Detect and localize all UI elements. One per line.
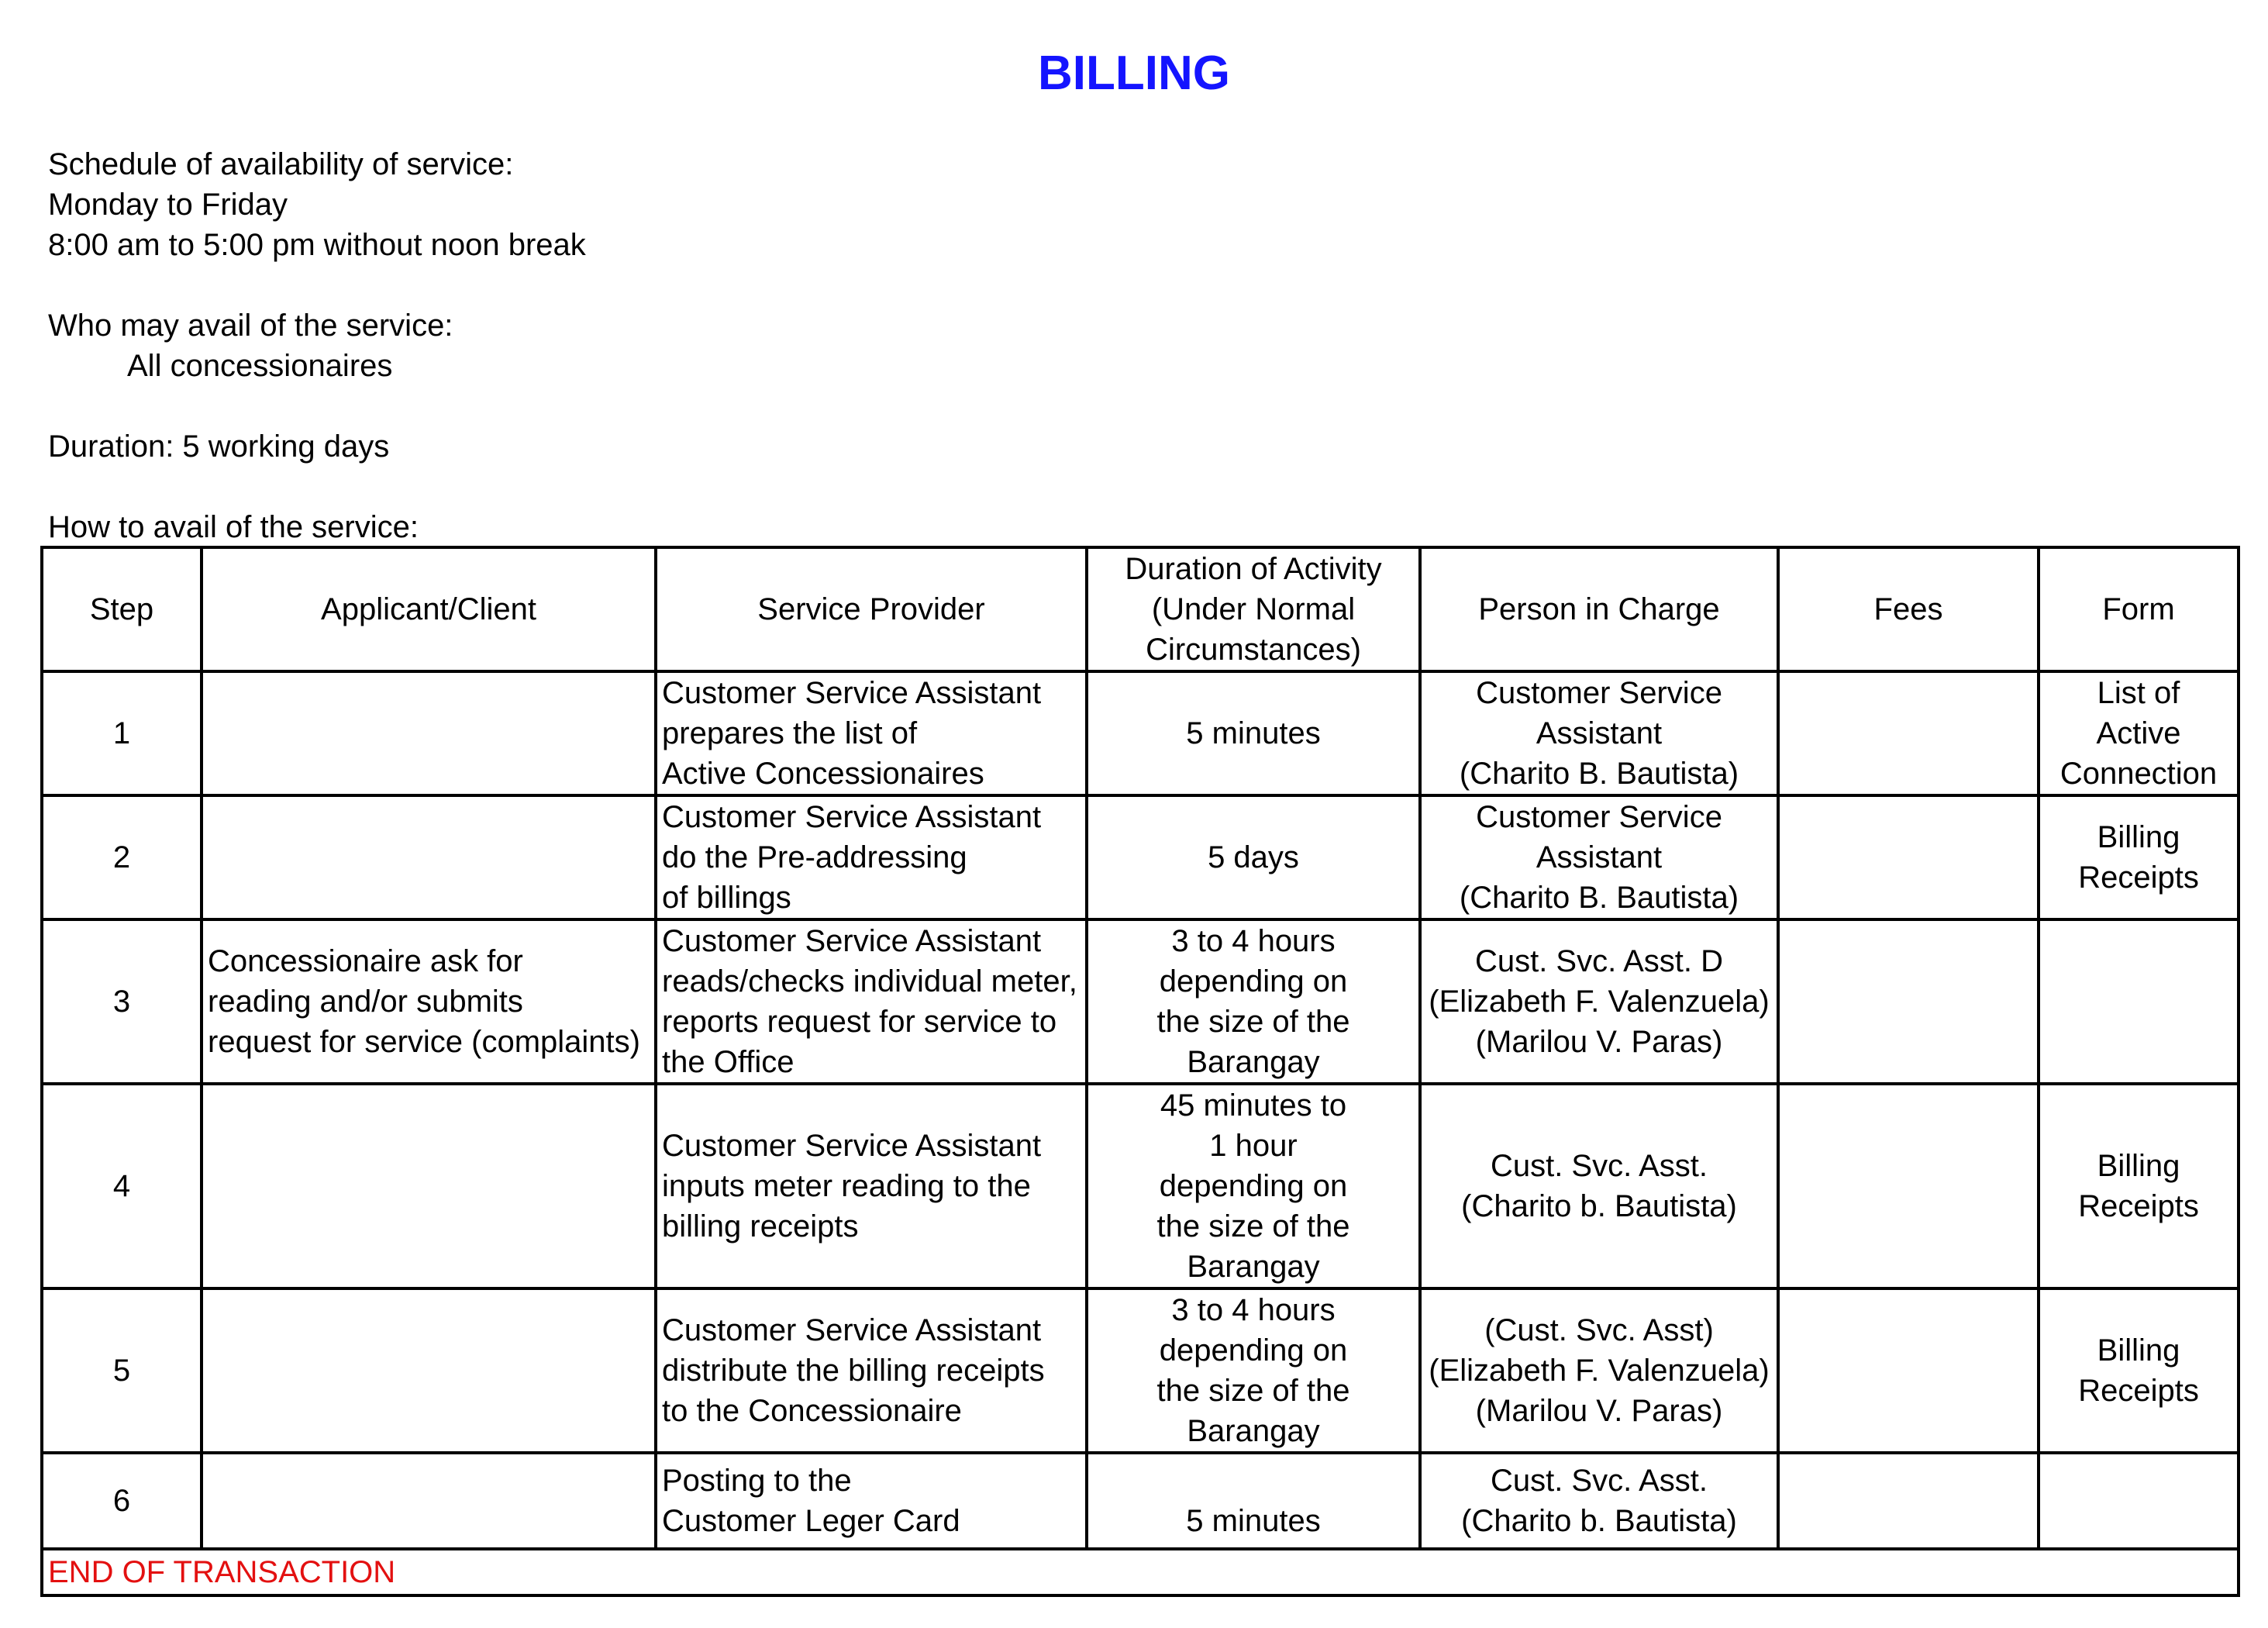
cell-person: Cust. Svc. Asst. (Charito b. Bautista) [1420, 1453, 1778, 1549]
who-label: Who may avail of the service: [48, 309, 453, 343]
cell-person: Customer Service Assistant (Charito B. Bautista) [1420, 795, 1778, 919]
service-info [48, 144, 586, 547]
cell-provider: Customer Service Assistant do the Pre-addressing of billings [656, 795, 1087, 919]
table-row [42, 1084, 2239, 1288]
cell-applicant [202, 671, 656, 795]
header-fees: Fees [1778, 547, 2039, 671]
cell-person: Cust. Svc. Asst. D (Elizabeth F. Valenzuela) (Marilou V. Paras) [1420, 919, 1778, 1084]
end-row [42, 1549, 2239, 1595]
header-provider: Service Provider [656, 547, 1087, 671]
cell-duration: 3 to 4 hours depending on the size of the Barangay [1087, 1288, 1420, 1453]
how-label: How to avail of the service: [48, 510, 419, 544]
schedule-label: Schedule of availability of service: [48, 147, 514, 181]
schedule-days: Monday to Friday [48, 188, 288, 222]
cell-fees [1778, 795, 2039, 919]
table-row [42, 1453, 2239, 1549]
header-step: Step [42, 547, 202, 671]
who-value: All concessionaires [127, 349, 393, 383]
duration-text: Duration: 5 working days [48, 429, 390, 464]
cell-provider: Customer Service Assistant prepares the list of Active Concessionaires [656, 671, 1087, 795]
cell-fees [1778, 1453, 2039, 1549]
cell-applicant [202, 1288, 656, 1453]
cell-fees [1778, 1084, 2039, 1288]
cell-applicant [202, 795, 656, 919]
cell-provider: Customer Service Assistant reads/checks individual meter, reports request for service to the Office [656, 919, 1087, 1084]
table-row [42, 919, 2239, 1084]
cell-step: 5 [42, 1288, 202, 1453]
cell-person: Cust. Svc. Asst. (Charito b. Bautista) [1420, 1084, 1778, 1288]
cell-form: Billing Receipts [2039, 1288, 2239, 1453]
cell-form: Billing Receipts [2039, 795, 2239, 919]
header-person: Person in Charge [1420, 547, 1778, 671]
cell-duration: 5 days [1087, 795, 1420, 919]
cell-duration: 5 minutes [1087, 1453, 1420, 1549]
header-duration: Duration of Activity (Under Normal Circumstances) [1087, 547, 1420, 671]
header-form: Form [2039, 547, 2239, 671]
cell-step: 2 [42, 795, 202, 919]
cell-applicant [202, 1453, 656, 1549]
cell-provider: Customer Service Assistant distribute the billing receipts to the Concessionaire [656, 1288, 1087, 1453]
cell-provider: Posting to the Customer Leger Card [656, 1453, 1087, 1549]
cell-fees [1778, 1288, 2039, 1453]
cell-duration: 3 to 4 hours depending on the size of the Barangay [1087, 919, 1420, 1084]
header-applicant: Applicant/Client [202, 547, 656, 671]
cell-applicant: Concessionaire ask for reading and/or submits request for service (complaints) [202, 919, 656, 1084]
cell-person: Customer Service Assistant (Charito B. Bautista) [1420, 671, 1778, 795]
cell-step: 1 [42, 671, 202, 795]
cell-step: 4 [42, 1084, 202, 1288]
cell-form: List of Active Connection [2039, 671, 2239, 795]
cell-fees [1778, 919, 2039, 1084]
end-of-transaction: END OF TRANSACTION [42, 1549, 2239, 1595]
table-header-row [42, 547, 2239, 671]
cell-form: Billing Receipts [2039, 1084, 2239, 1288]
schedule-hours: 8:00 am to 5:00 pm without noon break [48, 228, 586, 262]
cell-step: 6 [42, 1453, 202, 1549]
table-row [42, 671, 2239, 795]
cell-fees [1778, 671, 2039, 795]
steps-table [40, 546, 2240, 1597]
page-title: BILLING [1038, 47, 1230, 100]
cell-form [2039, 1453, 2239, 1549]
cell-form [2039, 919, 2239, 1084]
cell-duration: 5 minutes [1087, 671, 1420, 795]
cell-duration: 45 minutes to 1 hour depending on the size of the Barangay [1087, 1084, 1420, 1288]
table-row [42, 1288, 2239, 1453]
table-row [42, 795, 2239, 919]
cell-person: (Cust. Svc. Asst) (Elizabeth F. Valenzuela) (Marilou V. Paras) [1420, 1288, 1778, 1453]
cell-step: 3 [42, 919, 202, 1084]
cell-applicant [202, 1084, 656, 1288]
cell-provider: Customer Service Assistant inputs meter reading to the billing receipts [656, 1084, 1087, 1288]
